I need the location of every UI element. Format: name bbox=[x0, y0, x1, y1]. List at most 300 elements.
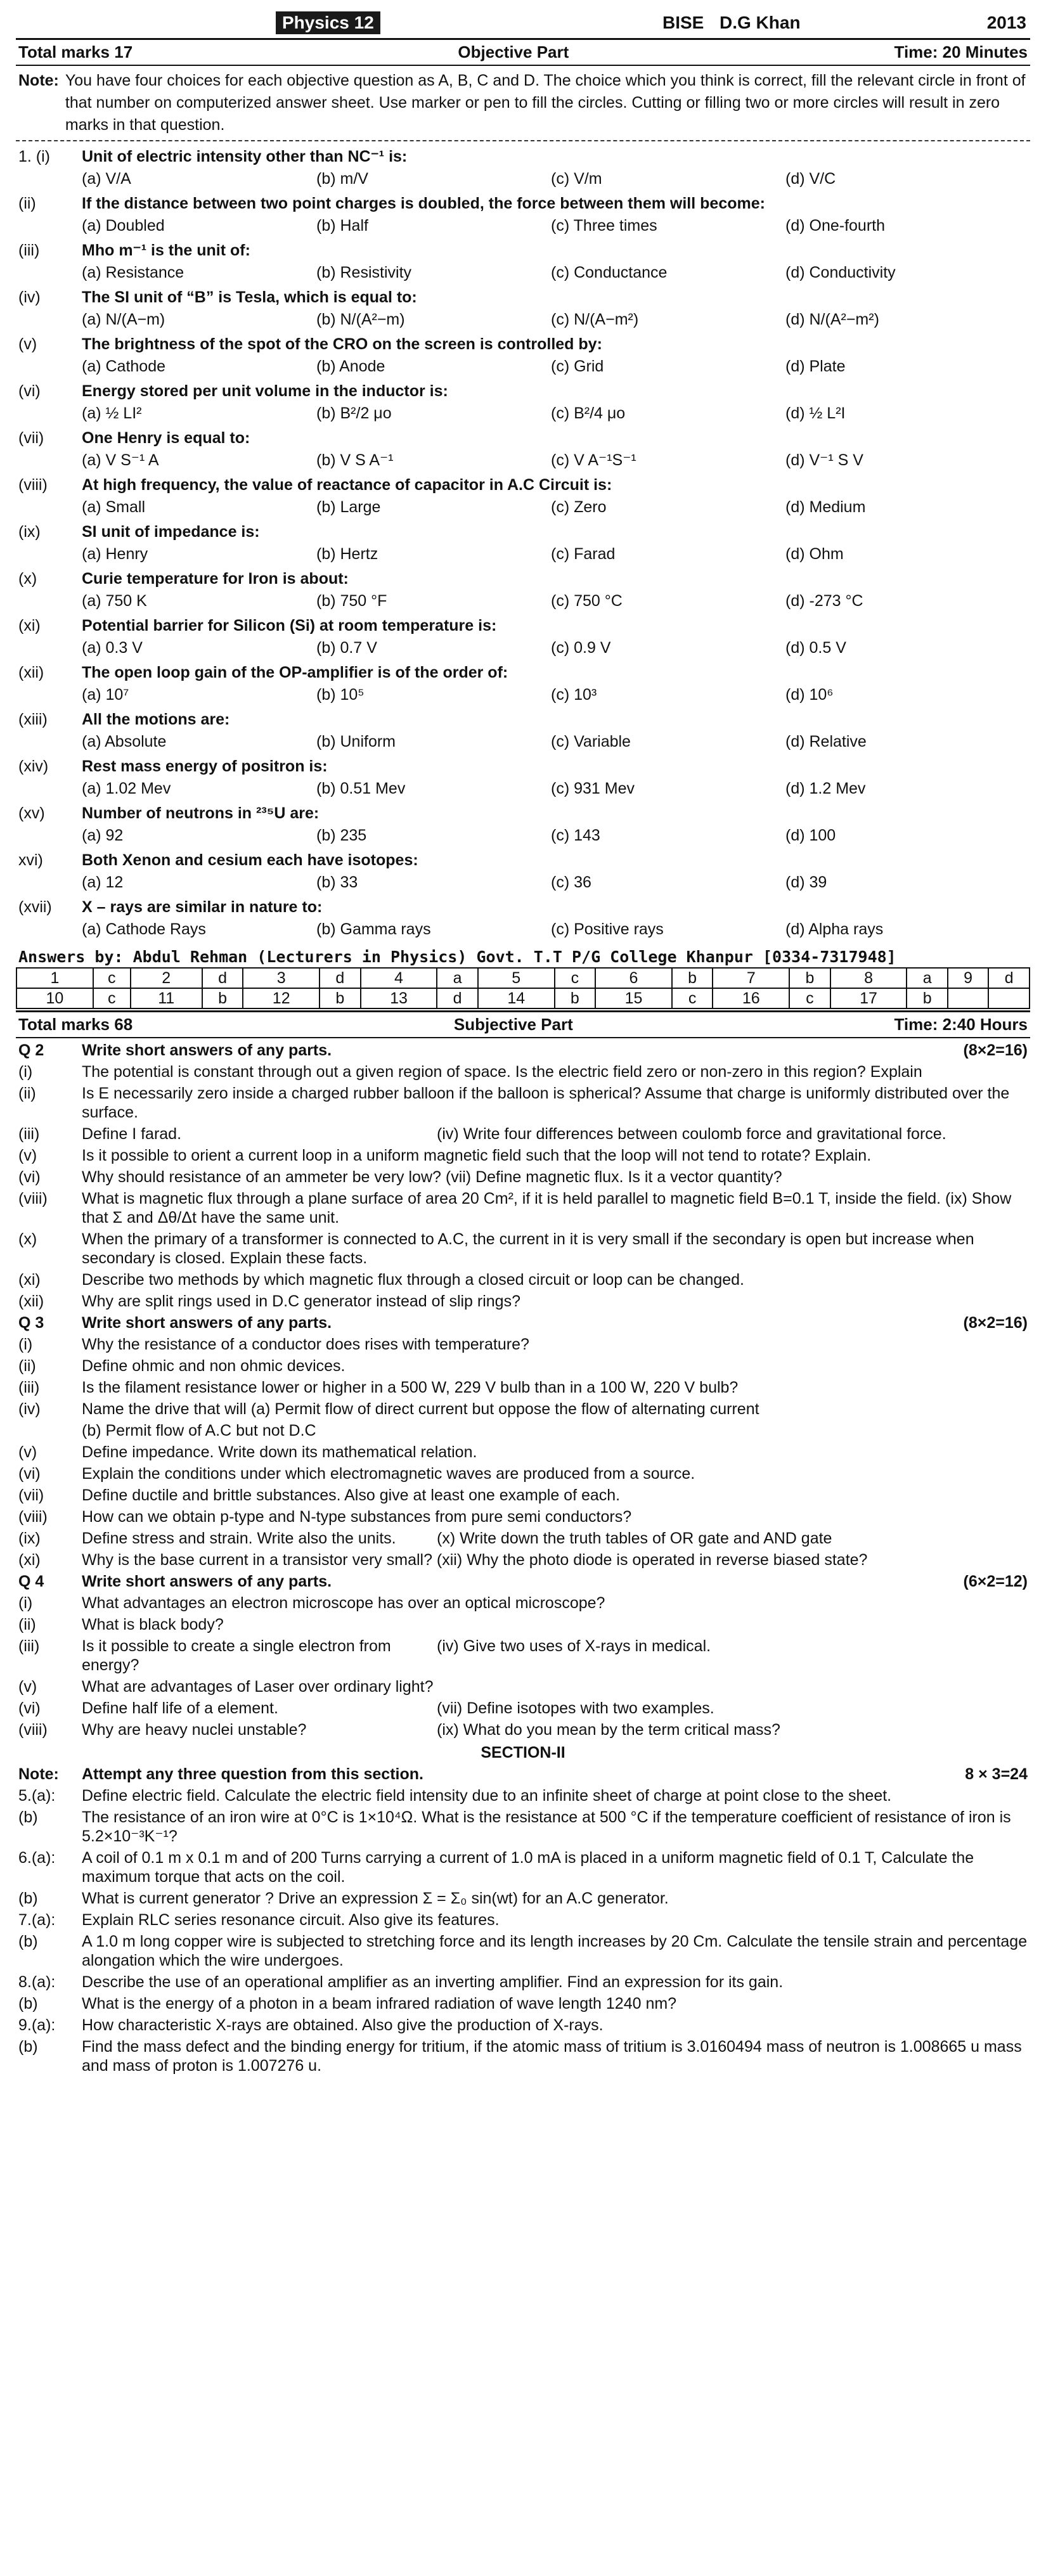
option: (d) ½ L²I bbox=[785, 404, 846, 422]
part-number: (ii) bbox=[18, 1357, 36, 1375]
long-question bbox=[16, 1786, 1030, 1805]
part-text: Find the mass defect and the binding energy for tritium, if the atomic mass of tritium is 3.0160494 mass of neutron is 1.008665 u mass and mass of proton is 1.007276 u. bbox=[82, 2038, 1022, 2075]
option: (d) V/C bbox=[785, 170, 836, 188]
option: (b) Half bbox=[316, 217, 368, 235]
subjective-list bbox=[16, 1041, 1030, 2075]
answer-cell: b bbox=[555, 988, 595, 1008]
question-text: All the motions are: bbox=[82, 711, 230, 728]
answer-cell: 12 bbox=[243, 988, 320, 1008]
mcq-question bbox=[16, 663, 1030, 682]
mcq-question bbox=[16, 710, 1030, 729]
option: (b) Hertz bbox=[316, 545, 378, 563]
short-question bbox=[16, 1335, 1030, 1354]
answer-cell: c bbox=[672, 988, 713, 1008]
part-number: (viii) bbox=[18, 1508, 48, 1526]
answer-cell: d bbox=[202, 968, 243, 988]
mcq-question bbox=[16, 241, 1030, 260]
short-question bbox=[16, 1529, 1030, 1548]
part-number: (iii) bbox=[18, 1379, 40, 1396]
option: (c) 0.9 V bbox=[551, 639, 611, 657]
part-number: 9.(a): bbox=[18, 2016, 56, 2034]
option: (c) V A⁻¹S⁻¹ bbox=[551, 451, 636, 469]
question-text: Rest mass energy of positron is: bbox=[82, 757, 328, 775]
part-number: 7.(a): bbox=[18, 1911, 56, 1929]
part-number: (b) bbox=[18, 1933, 38, 1950]
part-text-a: Define half life of a element. bbox=[82, 1699, 278, 1717]
part-text: How characteristic X-rays are obtained. Also give the production of X-rays. bbox=[82, 2016, 604, 2034]
mcq-question bbox=[16, 194, 1030, 213]
short-question bbox=[16, 1677, 1030, 1696]
long-question bbox=[16, 1910, 1030, 1929]
section-ii-note bbox=[16, 1765, 1030, 1784]
question-number: Q 2 bbox=[18, 1041, 44, 1059]
question-marks: (6×2=12) bbox=[963, 1573, 1028, 1590]
part-number: (v) bbox=[18, 1443, 37, 1461]
part-text: Explain RLC series resonance circuit. Also give its features. bbox=[82, 1911, 500, 1929]
short-question bbox=[16, 1464, 1030, 1483]
option: (b) B²/2 μo bbox=[316, 404, 392, 422]
option: (c) Farad bbox=[551, 545, 616, 563]
mcq-options bbox=[16, 826, 1030, 845]
question-text: If the distance between two point charges is doubled, the force between them will become: bbox=[82, 195, 765, 212]
option: (b) 33 bbox=[316, 873, 358, 891]
option: (b) Large bbox=[316, 498, 381, 516]
mcq-options bbox=[16, 779, 1030, 798]
question-text: The brightness of the spot of the CRO on the screen is controlled by: bbox=[82, 335, 602, 353]
part-text: What is current generator ? Drive an expression Σ = Σ₀ sin(wt) for an A.C generator. bbox=[82, 1890, 669, 1907]
answer-cell: 4 bbox=[361, 968, 437, 988]
part-text: Is it possible to orient a current loop in a uniform magnetic field such that the loop will not tend to rotate? Explain. bbox=[82, 1147, 872, 1164]
question-number: (vi) bbox=[18, 382, 41, 400]
option: (a) 92 bbox=[82, 827, 124, 844]
part-text bbox=[82, 1124, 1030, 1143]
mcq-options bbox=[16, 310, 1030, 329]
q3-heading bbox=[16, 1313, 1030, 1332]
question-text: The open loop gain of the OP-amplifier is of the order of: bbox=[82, 664, 508, 681]
q4-heading bbox=[16, 1572, 1030, 1591]
short-question bbox=[16, 1400, 1030, 1419]
part-number: (i) bbox=[18, 1594, 33, 1612]
mcq-question bbox=[16, 616, 1030, 635]
option: (c) 931 Mev bbox=[551, 780, 635, 797]
short-question bbox=[16, 1084, 1030, 1122]
mcq-question bbox=[16, 522, 1030, 541]
class-level: 12 bbox=[354, 13, 374, 32]
short-question bbox=[16, 1637, 1030, 1675]
answer-cell: b bbox=[907, 988, 947, 1008]
question-text: Potential barrier for Silicon (Si) at room temperature is: bbox=[82, 617, 497, 634]
mcq-options bbox=[16, 263, 1030, 282]
option: (d) Conductivity bbox=[785, 264, 896, 281]
part-number: (iii) bbox=[18, 1125, 40, 1143]
answer-table bbox=[16, 967, 1030, 1009]
part-text: Name the drive that will (a) Permit flow of direct current but oppose the flow of alternating current bbox=[82, 1400, 759, 1418]
option: (c) 750 °C bbox=[551, 592, 623, 610]
option: (b) 0.51 Mev bbox=[316, 780, 406, 797]
part-number: (xi) bbox=[18, 1271, 41, 1289]
option: (b) Uniform bbox=[316, 733, 396, 750]
question-number: Q 4 bbox=[18, 1573, 44, 1590]
long-question bbox=[16, 2037, 1030, 2075]
option: (a) 0.3 V bbox=[82, 639, 143, 657]
question-number: (xi) bbox=[18, 617, 41, 634]
part-text: Why the resistance of a conductor does rises with temperature? bbox=[82, 1336, 529, 1353]
question-text: Unit of electric intensity other than NC⁻¹ is: bbox=[82, 148, 408, 165]
option: (a) Henry bbox=[82, 545, 148, 563]
option: (d) N/(A²−m²) bbox=[785, 311, 879, 328]
mcq-question bbox=[16, 335, 1030, 354]
question-text: At high frequency, the value of reactance of capacitor in A.C Circuit is: bbox=[82, 476, 612, 494]
mcq-options bbox=[16, 638, 1030, 657]
part-number: (vi) bbox=[18, 1465, 41, 1483]
option: (b) 750 °F bbox=[316, 592, 387, 610]
part-number: (xii) bbox=[18, 1292, 44, 1310]
part-text: What advantages an electron microscope has over an optical microscope? bbox=[82, 1594, 605, 1612]
mcq-question bbox=[16, 804, 1030, 823]
answer-cell bbox=[988, 988, 1030, 1008]
part-number: (viii) bbox=[18, 1721, 48, 1739]
q2-heading bbox=[16, 1041, 1030, 1060]
part-text: Define ohmic and non ohmic devices. bbox=[82, 1357, 345, 1375]
option: (b) Gamma rays bbox=[316, 920, 431, 938]
short-question bbox=[16, 1486, 1030, 1505]
part-number: (b) bbox=[18, 1890, 38, 1907]
mcq-list bbox=[16, 147, 1030, 939]
part-text: A 1.0 m long copper wire is subjected to stretching force and its length increases by 20 Cm. Calculate the tensile strain and percentage alongation which the wire undergoes. bbox=[82, 1933, 1028, 1969]
question-text: X – rays are similar in nature to: bbox=[82, 898, 323, 916]
answer-cell: a bbox=[437, 968, 477, 988]
section-marks: 8 × 3=24 bbox=[965, 1765, 1028, 1783]
mcq-options bbox=[16, 498, 1030, 517]
question-number: (xiv) bbox=[18, 757, 49, 775]
part-text: A coil of 0.1 m x 0.1 m and of 200 Turns carrying a current of 1.0 mA is placed in a uniform magnetic field of 0.1 T, Calculate the maximum torque that acts on the coil. bbox=[82, 1849, 974, 1886]
part-number: 5.(a): bbox=[18, 1787, 56, 1805]
part-number: (xi) bbox=[18, 1551, 41, 1569]
answer-cell: 8 bbox=[830, 968, 907, 988]
option: (c) 36 bbox=[551, 873, 591, 891]
question-marks: (8×2=16) bbox=[963, 1041, 1028, 1059]
objective-title: Objective Part bbox=[458, 42, 569, 61]
part-number: 6.(a): bbox=[18, 1849, 56, 1867]
answers-by: Answers by: Abdul Rehman (Lecturers in Physics) Govt. T.T P/G College Khanpur [0334-7317948] bbox=[18, 948, 896, 966]
subjective-time: Time: 2:40 Hours bbox=[894, 1015, 1028, 1034]
answer-cell: c bbox=[789, 988, 830, 1008]
answer-cell: d bbox=[320, 968, 360, 988]
mcq-question bbox=[16, 898, 1030, 917]
question-text: Curie temperature for Iron is about: bbox=[82, 570, 349, 588]
answer-cell: 14 bbox=[478, 988, 555, 1008]
city-name: D.G Khan bbox=[720, 13, 801, 32]
note-text: Attempt any three question from this section. bbox=[82, 1765, 423, 1783]
board-name: BISE bbox=[662, 13, 704, 32]
part-number: (b) bbox=[18, 1808, 38, 1826]
mcq-options bbox=[16, 169, 1030, 188]
option: (a) Small bbox=[82, 498, 146, 516]
question-number: (vii) bbox=[18, 429, 44, 447]
short-question bbox=[16, 1292, 1030, 1311]
mcq-question bbox=[16, 288, 1030, 307]
short-question bbox=[16, 1378, 1030, 1397]
objective-note bbox=[16, 66, 1030, 141]
part-text-a: Is it possible to create a single electron from energy? bbox=[82, 1637, 391, 1674]
part-number: (vi) bbox=[18, 1699, 41, 1717]
question-text: Mho m⁻¹ is the unit of: bbox=[82, 242, 250, 259]
option: (d) Ohm bbox=[785, 545, 844, 563]
exam-year: 2013 bbox=[986, 13, 1026, 32]
part-number: (vi) bbox=[18, 1168, 41, 1186]
part-number: (ii) bbox=[18, 1085, 36, 1102]
option: (b) Anode bbox=[316, 357, 385, 375]
part-number bbox=[16, 1421, 82, 1440]
option: (a) Cathode bbox=[82, 357, 166, 375]
answer-cell: d bbox=[437, 988, 477, 1008]
question-number: (iii) bbox=[18, 242, 40, 259]
mcq-options bbox=[16, 920, 1030, 939]
short-question bbox=[16, 1594, 1030, 1613]
long-question bbox=[16, 1889, 1030, 1908]
question-text: The SI unit of “B” is Tesla, which is equal to: bbox=[82, 288, 417, 306]
option: (d) V⁻¹ S V bbox=[785, 451, 863, 469]
answer-cell bbox=[948, 988, 988, 1008]
mcq-options bbox=[16, 685, 1030, 704]
answer-cell: 2 bbox=[131, 968, 202, 988]
option: (a) Resistance bbox=[82, 264, 184, 281]
mcq-question bbox=[16, 147, 1030, 166]
question-text: Energy stored per unit volume in the inductor is: bbox=[82, 382, 448, 400]
short-question bbox=[16, 1270, 1030, 1289]
question-instruction: Write short answers of any parts. bbox=[82, 1573, 332, 1590]
part-text: What are advantages of Laser over ordinary light? bbox=[82, 1678, 434, 1696]
answer-cell: c bbox=[93, 988, 131, 1008]
part-text: Define ductile and brittle substances. Also give at least one example of each. bbox=[82, 1486, 621, 1504]
short-question bbox=[16, 1421, 1030, 1440]
note-text: You have four choices for each objective question as A, B, C and D. The choice which you think is correct, fill the relevant circle in front of that number on computerized answer sheet. Use marker or pen to fill the circles. Cutting or filling two or more circles will result in zero marks in that question. bbox=[65, 72, 1026, 134]
part-text: Describe two methods by which magnetic flux through a closed circuit or loop can be changed. bbox=[82, 1271, 745, 1289]
part-text: Why is the base current in a transistor very small? (xii) Why the photo diode is operated in reverse biased state? bbox=[82, 1551, 868, 1569]
part-text: Define electric field. Calculate the electric field intensity due to an infinite sheet of charge at point close to the sheet. bbox=[82, 1787, 892, 1805]
long-question bbox=[16, 1808, 1030, 1846]
answer-cell: 17 bbox=[830, 988, 907, 1008]
part-text-a: Define I farad. bbox=[82, 1125, 182, 1143]
mcq-question bbox=[16, 382, 1030, 401]
subject-name: Physics bbox=[282, 13, 349, 32]
objective-marks: Total marks 17 bbox=[18, 42, 133, 61]
answer-cell: a bbox=[907, 968, 947, 988]
question-number: Q 3 bbox=[18, 1314, 44, 1332]
answer-cell: 7 bbox=[713, 968, 789, 988]
part-text: Explain the conditions under which electromagnetic waves are produced from a source. bbox=[82, 1465, 695, 1483]
mcq-options bbox=[16, 873, 1030, 892]
answer-cell: 11 bbox=[131, 988, 202, 1008]
option: (d) Medium bbox=[785, 498, 866, 516]
part-number: (i) bbox=[18, 1063, 33, 1081]
answer-cell: b bbox=[672, 968, 713, 988]
part-text bbox=[82, 1699, 1030, 1718]
question-marks: (8×2=16) bbox=[963, 1314, 1028, 1332]
short-question bbox=[16, 1124, 1030, 1143]
short-question bbox=[16, 1699, 1030, 1718]
answer-cell: b bbox=[320, 988, 360, 1008]
note-label: Note: bbox=[18, 1765, 59, 1783]
short-question bbox=[16, 1507, 1030, 1526]
part-text: Define impedance. Write down its mathematical relation. bbox=[82, 1443, 477, 1461]
option: (c) Three times bbox=[551, 217, 657, 235]
question-text: SI unit of impedance is: bbox=[82, 523, 260, 541]
answer-cell: 1 bbox=[16, 968, 93, 988]
question-number: (v) bbox=[18, 335, 37, 353]
long-question bbox=[16, 1994, 1030, 2013]
mcq-options bbox=[16, 591, 1030, 610]
part-text: When the primary of a transformer is connected to A.C, the current in it is very small if the secondary is open but increase when secondary is closed. Explain these facts. bbox=[82, 1230, 974, 1267]
answer-cell: c bbox=[93, 968, 131, 988]
answer-cell: 16 bbox=[713, 988, 789, 1008]
question-text: One Henry is equal to: bbox=[82, 429, 250, 447]
short-question bbox=[16, 1356, 1030, 1375]
part-text: Why are split rings used in D.C generator instead of slip rings? bbox=[82, 1292, 520, 1310]
option: (d) Alpha rays bbox=[785, 920, 884, 938]
option: (c) B²/4 μo bbox=[551, 404, 626, 422]
part-text: What is black body? bbox=[82, 1616, 224, 1633]
question-number: (ii) bbox=[18, 195, 36, 212]
option: (c) Conductance bbox=[551, 264, 668, 281]
subjective-marks: Total marks 68 bbox=[18, 1015, 133, 1034]
section-ii-title: SECTION-II bbox=[481, 1744, 565, 1761]
part-text bbox=[82, 1529, 1030, 1548]
part-text: Why should resistance of an ammeter be very low? (vii) Define magnetic flux. Is it a vector quantity? bbox=[82, 1168, 782, 1186]
note-label: Note: bbox=[18, 72, 59, 89]
option: (b) 235 bbox=[316, 827, 367, 844]
option: (a) V S⁻¹ A bbox=[82, 451, 159, 469]
part-text: What is the energy of a photon in a beam infrared radiation of wave length 1240 nm? bbox=[82, 1995, 677, 2012]
mcq-options bbox=[16, 357, 1030, 376]
part-text bbox=[82, 1637, 1030, 1675]
question-number: 1. (i) bbox=[18, 148, 50, 165]
part-text: The potential is constant through out a given region of space. Is the electric field zero or non-zero in this region? Explain bbox=[82, 1063, 922, 1081]
option: (c) N/(A−m²) bbox=[551, 311, 639, 328]
mcq-question bbox=[16, 757, 1030, 776]
option: (c) 10³ bbox=[551, 686, 597, 704]
option: (d) -273 °C bbox=[785, 592, 863, 610]
part-number: 8.(a): bbox=[18, 1973, 56, 1991]
part-text: (b) Permit flow of A.C but not D.C bbox=[82, 1422, 316, 1439]
part-text-b: (x) Write down the truth tables of OR gate and AND gate bbox=[437, 1530, 832, 1547]
question-number: (iv) bbox=[18, 288, 41, 306]
part-number: (viii) bbox=[18, 1190, 48, 1208]
question-instruction: Write short answers of any parts. bbox=[82, 1041, 332, 1059]
part-text: The resistance of an iron wire at 0°C is 1×10⁴Ω. What is the resistance at 500 °C if the temperature coefficient of resistance of iron is 5.2×10⁻³K⁻¹? bbox=[82, 1808, 1011, 1845]
part-text-b: (vii) Define isotopes with two examples. bbox=[437, 1699, 714, 1717]
part-number: (iii) bbox=[18, 1637, 40, 1655]
answer-cell: 15 bbox=[595, 988, 672, 1008]
question-instruction: Write short answers of any parts. bbox=[82, 1314, 332, 1332]
short-question bbox=[16, 1062, 1030, 1081]
option: (d) One-fourth bbox=[785, 217, 886, 235]
part-number: (ii) bbox=[18, 1616, 36, 1633]
short-question bbox=[16, 1189, 1030, 1227]
part-text-b: (iv) Give two uses of X-rays in medical. bbox=[437, 1637, 711, 1655]
part-text: How can we obtain p-type and N-type substances from pure semi conductors? bbox=[82, 1508, 632, 1526]
question-number: (x) bbox=[18, 570, 37, 588]
option: (d) 0.5 V bbox=[785, 639, 846, 657]
part-text-b: (ix) What do you mean by the term critical mass? bbox=[437, 1721, 780, 1739]
option: (a) ½ LI² bbox=[82, 404, 142, 422]
option: (a) 750 K bbox=[82, 592, 147, 610]
question-text: Number of neutrons in ²³⁵U are: bbox=[82, 804, 320, 822]
option: (b) 0.7 V bbox=[316, 639, 377, 657]
option: (d) Relative bbox=[785, 733, 867, 750]
subjective-title: Subjective Part bbox=[453, 1015, 573, 1034]
option: (c) 143 bbox=[551, 827, 600, 844]
long-question bbox=[16, 1932, 1030, 1970]
question-number: (ix) bbox=[18, 523, 41, 541]
part-number: (v) bbox=[18, 1147, 37, 1164]
paper-header bbox=[16, 9, 1030, 38]
option: (b) Resistivity bbox=[316, 264, 412, 281]
option: (d) 39 bbox=[785, 873, 827, 891]
option: (d) 100 bbox=[785, 827, 836, 844]
objective-band bbox=[16, 38, 1030, 66]
part-text: What is magnetic flux through a plane surface of area 20 Cm², if it is held parallel to magnetic field B=0.1 T, inside the field. (ix) Show that Σ and Δθ/Δt have the same unit. bbox=[82, 1190, 1012, 1227]
mcq-options bbox=[16, 404, 1030, 423]
option: (c) Positive rays bbox=[551, 920, 664, 938]
option: (a) Cathode Rays bbox=[82, 920, 206, 938]
part-number: (x) bbox=[18, 1230, 37, 1248]
answer-cell: b bbox=[789, 968, 830, 988]
question-number: (xii) bbox=[18, 664, 44, 681]
option: (d) 1.2 Mev bbox=[785, 780, 866, 797]
answer-cell: 6 bbox=[595, 968, 672, 988]
subject-badge bbox=[276, 11, 380, 34]
question-number: (xiii) bbox=[18, 711, 48, 728]
answer-cell: 3 bbox=[243, 968, 320, 988]
answer-row bbox=[16, 968, 1030, 988]
part-number: (b) bbox=[18, 2038, 38, 2056]
short-question bbox=[16, 1443, 1030, 1462]
part-text: Is E necessarily zero inside a charged rubber balloon if the balloon is spherical? Assume that charge is uniformly distributed over the surface. bbox=[82, 1085, 1010, 1121]
part-text bbox=[82, 1720, 1030, 1739]
short-question bbox=[16, 1720, 1030, 1739]
answer-cell: 13 bbox=[361, 988, 437, 1008]
answer-cell: d bbox=[988, 968, 1030, 988]
option: (c) Zero bbox=[551, 498, 607, 516]
long-question bbox=[16, 1848, 1030, 1886]
option: (c) Grid bbox=[551, 357, 604, 375]
mcq-options bbox=[16, 216, 1030, 235]
part-text: Is the filament resistance lower or higher in a 500 W, 229 V bulb than in a 100 W, 220 V bulb? bbox=[82, 1379, 739, 1396]
short-question bbox=[16, 1230, 1030, 1268]
mcq-question bbox=[16, 475, 1030, 494]
option: (a) N/(A−m) bbox=[82, 311, 165, 328]
long-question bbox=[16, 2016, 1030, 2035]
part-number: (ix) bbox=[18, 1530, 41, 1547]
exam-paper bbox=[16, 0, 1030, 2075]
option: (a) V/A bbox=[82, 170, 131, 188]
mcq-options bbox=[16, 732, 1030, 751]
option: (a) Absolute bbox=[82, 733, 167, 750]
question-number: (xv) bbox=[18, 804, 45, 822]
option: (c) Variable bbox=[551, 733, 631, 750]
answer-cell: 10 bbox=[16, 988, 93, 1008]
question-text: Both Xenon and cesium each have isotopes: bbox=[82, 851, 418, 869]
question-number: (xvii) bbox=[18, 898, 52, 916]
answer-cell: 9 bbox=[948, 968, 988, 988]
answer-cell: 5 bbox=[478, 968, 555, 988]
option: (d) Plate bbox=[785, 357, 846, 375]
mcq-question bbox=[16, 569, 1030, 588]
question-number: xvi) bbox=[18, 851, 43, 869]
part-text: Describe the use of an operational amplifier as an inverting amplifier. Find an expression for its gain. bbox=[82, 1973, 784, 1991]
part-text-a: Why are heavy nuclei unstable? bbox=[82, 1721, 307, 1739]
